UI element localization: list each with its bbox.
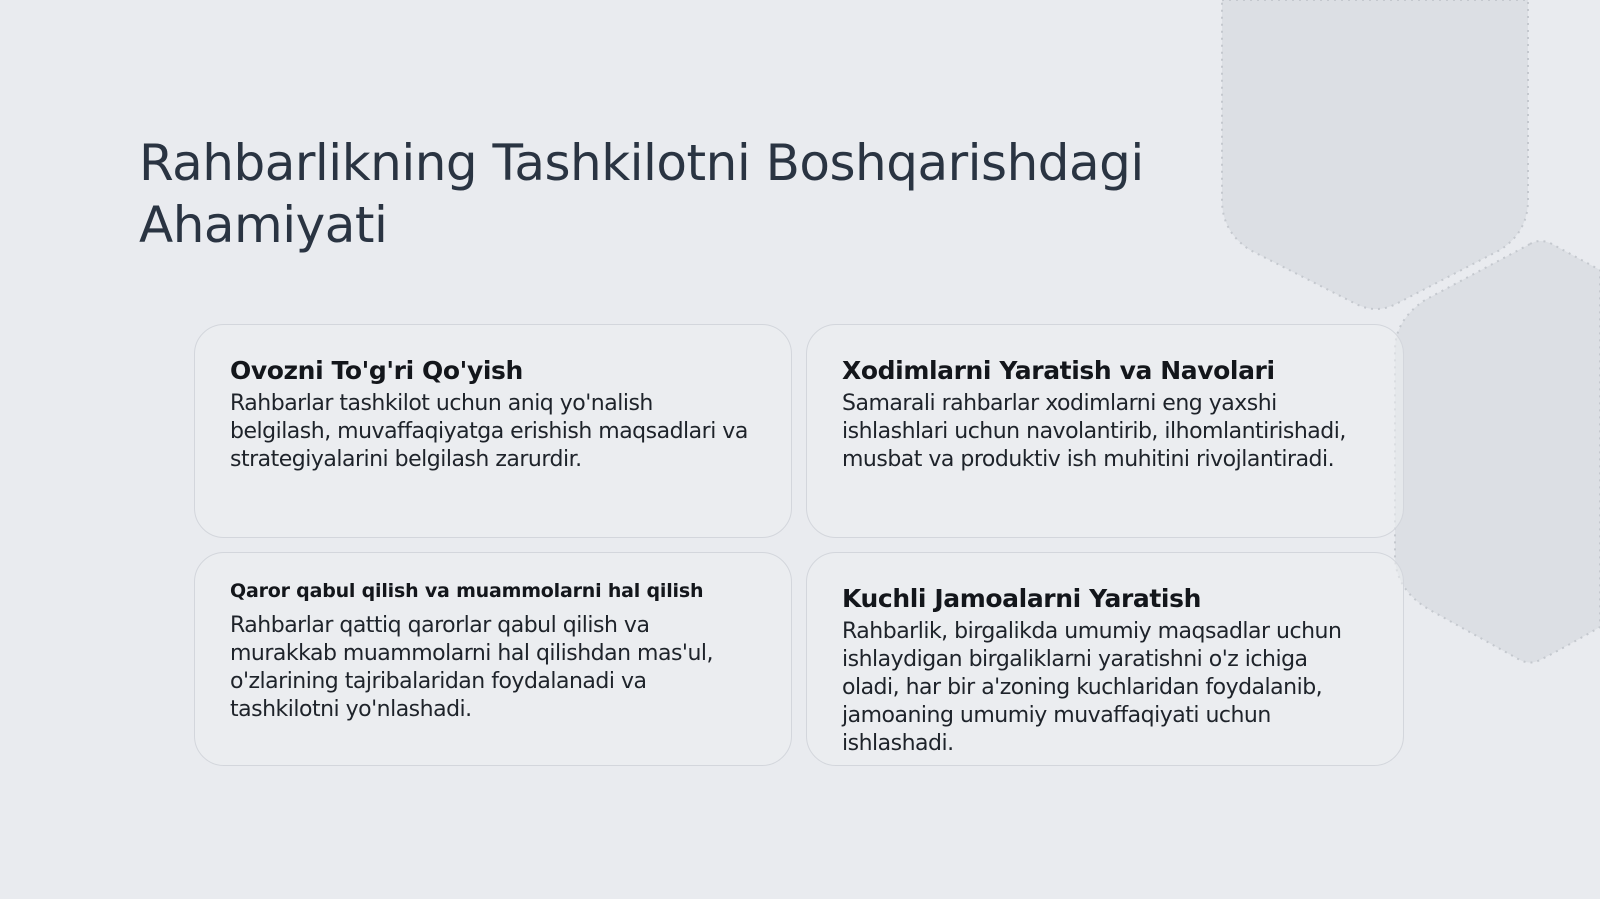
card-heading: Qaror qabul qilish va muammolarni hal qilish [230,580,704,602]
hexagon-shape-top [1222,0,1528,309]
card-employee-motivation [806,324,1404,538]
card-text: Samarali rahbarlar xodimlarni eng yaxshi ishlashlari uchun navolantirib, ilhomlantirishadi, musbat va produktiv ish muhitini rivojlantiradi. [842,391,1346,472]
card-heading: Kuchli Jamoalarni Yaratish [842,584,1201,613]
card-heading: Xodimlarni Yaratish va Navolari [842,356,1275,385]
card-text: Rahbarlar qattiq qarorlar qabul qilish va murakkab muammolarni hal qilishdan mas'ul, o'zlarining tajribalaridan foydalanadi va tashkilotni yo'nlashadi. [230,613,714,722]
card-strong-teams [806,552,1404,766]
card-heading: Ovozni To'g'ri Qo'yish [230,356,523,385]
card-voice-setting [194,324,792,538]
hexagon-shape-right [1395,241,1600,663]
card-decision-making [194,552,792,766]
card-text: Rahbarlar tashkilot uchun aniq yo'nalish belgilash, muvaffaqiyatga erishish maqsadlari va strategiyalarini belgilash zarurdir. [230,391,748,472]
slide-title: Rahbarlikning Tashkilotni Boshqarishdagi Ahamiyati [139,134,1144,254]
card-text: Rahbarlik, birgalikda umumiy maqsadlar uchun ishlaydigan birgaliklarni yaratishni o'z ichiga oladi, har bir a'zoning kuchlaridan foydalanib, jamoaning umumiy muvaffaqiyati uchun ishlashadi. [842,619,1342,756]
